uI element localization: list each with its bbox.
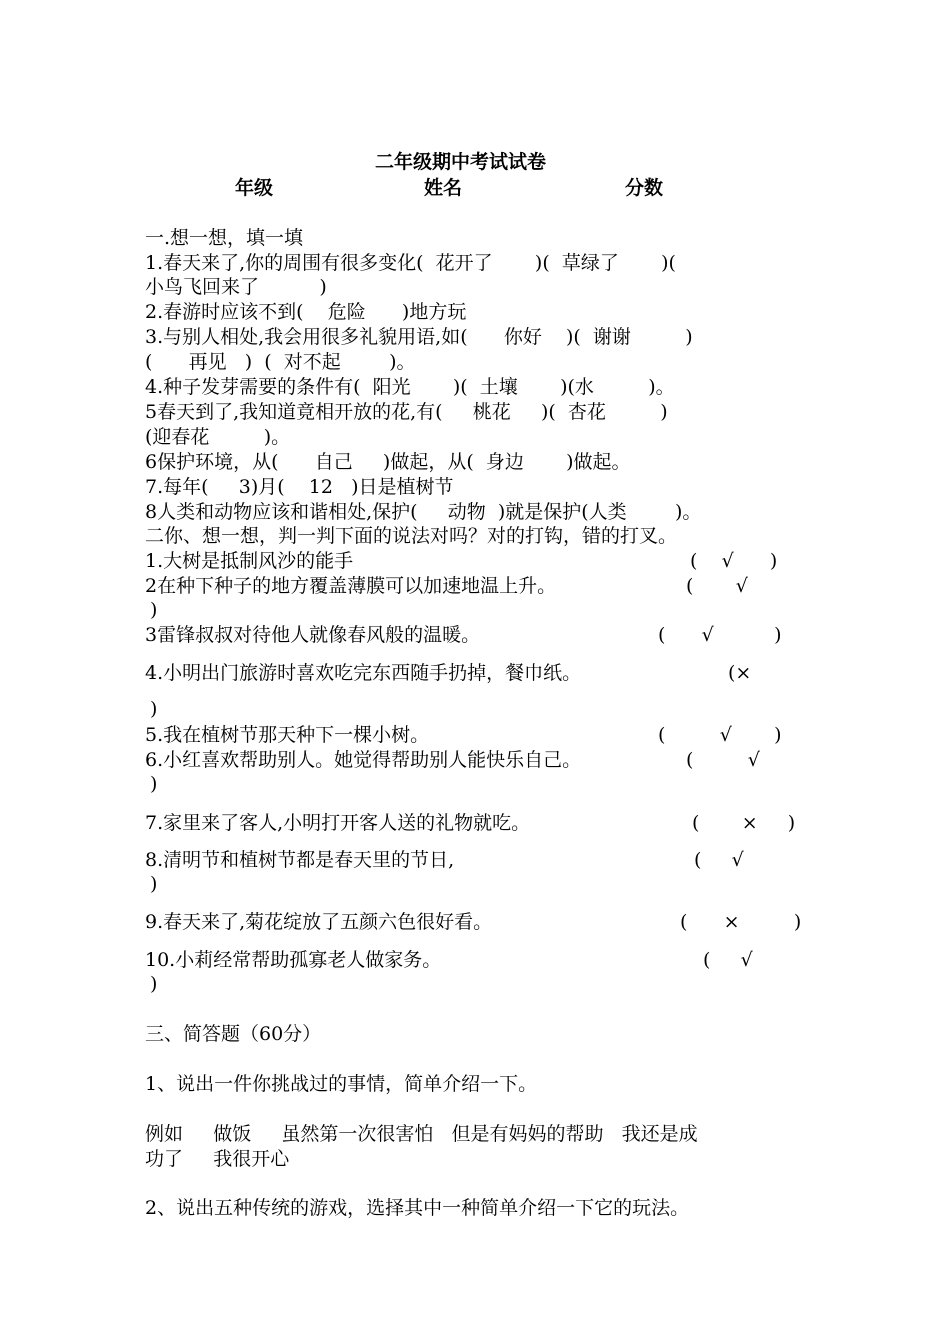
judge-item-mark: ( √ bbox=[694, 849, 744, 871]
answer-1-line2: 功了 我很开心 bbox=[145, 1148, 290, 1170]
fill-line: (迎春花 )。 bbox=[145, 426, 291, 448]
name-label: 姓名 bbox=[424, 177, 463, 199]
judge-item-mark: ( × ) bbox=[680, 911, 802, 933]
answer-1-line1: 例如 做饭 虽然第一次很害怕 但是有妈妈的帮助 我还是成 bbox=[145, 1123, 698, 1145]
judge-item-mark: ( × ) bbox=[692, 812, 796, 834]
fill-line: 小鸟飞回来了 ) bbox=[145, 276, 327, 298]
section2-heading: 二你、想一想，判一判下面的说法对吗？对的打钩，错的打叉。 bbox=[145, 525, 678, 547]
judge-item-mark-cont: ) bbox=[150, 599, 158, 621]
question-1: 1、说出一件你挑战过的事情，简单介绍一下。 bbox=[145, 1073, 538, 1095]
judge-item-mark: ( √ bbox=[686, 749, 760, 771]
judge-item-text: 9.春天来了,菊花绽放了五颜六色很好看。 bbox=[145, 911, 493, 933]
judge-item-mark: ( √ ) bbox=[658, 724, 782, 746]
judge-item-mark: ( √ bbox=[703, 949, 753, 971]
fill-line: ( 再见 ) ( 对不起 )。 bbox=[145, 351, 416, 373]
fill-line: 4.种子发芽需要的条件有( 阳光 )( 土壤 )(水 )。 bbox=[145, 376, 675, 398]
judge-item-mark: ( √ ) bbox=[690, 550, 778, 572]
judge-item-text: 6.小红喜欢帮助别人。她觉得帮助别人能快乐自己。 bbox=[145, 749, 582, 771]
judge-item-mark: ( √ ) bbox=[658, 624, 782, 646]
judge-item-text: 8.清明节和植树节都是春天里的节日, bbox=[145, 849, 455, 871]
section3-heading: 三、简答题（60分） bbox=[145, 1023, 322, 1045]
section1-heading: 一.想一想，填一填 bbox=[145, 227, 304, 249]
judge-item-mark: (× bbox=[728, 662, 752, 684]
fill-line: 8人类和动物应该和谐相处,保护( 动物 )就是保护(人类 )。 bbox=[145, 501, 702, 523]
question-2: 2、说出五种传统的游戏，选择其中一种简单介绍一下它的玩法。 bbox=[145, 1197, 690, 1219]
judge-item-mark-cont: ) bbox=[150, 973, 158, 995]
judge-item-mark: ( √ bbox=[686, 575, 748, 597]
grade-label: 年级 bbox=[235, 177, 274, 199]
judge-item-text: 3雷锋叔叔对待他人就像春风般的温暖。 bbox=[145, 624, 481, 646]
fill-line: 6保护环境，从( 自己 )做起，从( 身边 )做起。 bbox=[145, 451, 631, 473]
score-label: 分数 bbox=[625, 177, 664, 199]
fill-line: 3.与别人相处,我会用很多礼貌用语,如( 你好 )( 谢谢 ) bbox=[145, 326, 693, 348]
fill-line: 5春天到了,我知道竟相开放的花,有( 桃花 )( 杏花 ) bbox=[145, 401, 668, 423]
judge-item-text: 4.小明出门旅游时喜欢吃完东西随手扔掉，餐巾纸。 bbox=[145, 662, 582, 684]
fill-line: 7.每年( 3)月( 12 )日是植树节 bbox=[145, 476, 454, 498]
judge-item-mark-cont: ) bbox=[150, 873, 158, 895]
judge-item-mark-cont: ) bbox=[150, 773, 158, 795]
judge-item-text: 5.我在植树节那天种下一棵小树。 bbox=[145, 724, 430, 746]
judge-item-text: 7.家里来了客人,小明打开客人送的礼物就吃。 bbox=[145, 812, 531, 834]
fill-line: 1.春天来了,你的周围有很多变化( 花开了 )( 草绿了 )( bbox=[145, 252, 676, 274]
judge-item-text: 10.小莉经常帮助孤寡老人做家务。 bbox=[145, 949, 442, 971]
judge-item-text: 1.大树是抵制风沙的能手 bbox=[145, 550, 354, 572]
page-title: 二年级期中考试试卷 bbox=[375, 151, 547, 173]
judge-item-mark-cont: ) bbox=[150, 698, 158, 720]
fill-line: 2.春游时应该不到( 危险 )地方玩 bbox=[145, 301, 467, 323]
judge-item-text: 2在种下种子的地方覆盖薄膜可以加速地温上升。 bbox=[145, 575, 557, 597]
